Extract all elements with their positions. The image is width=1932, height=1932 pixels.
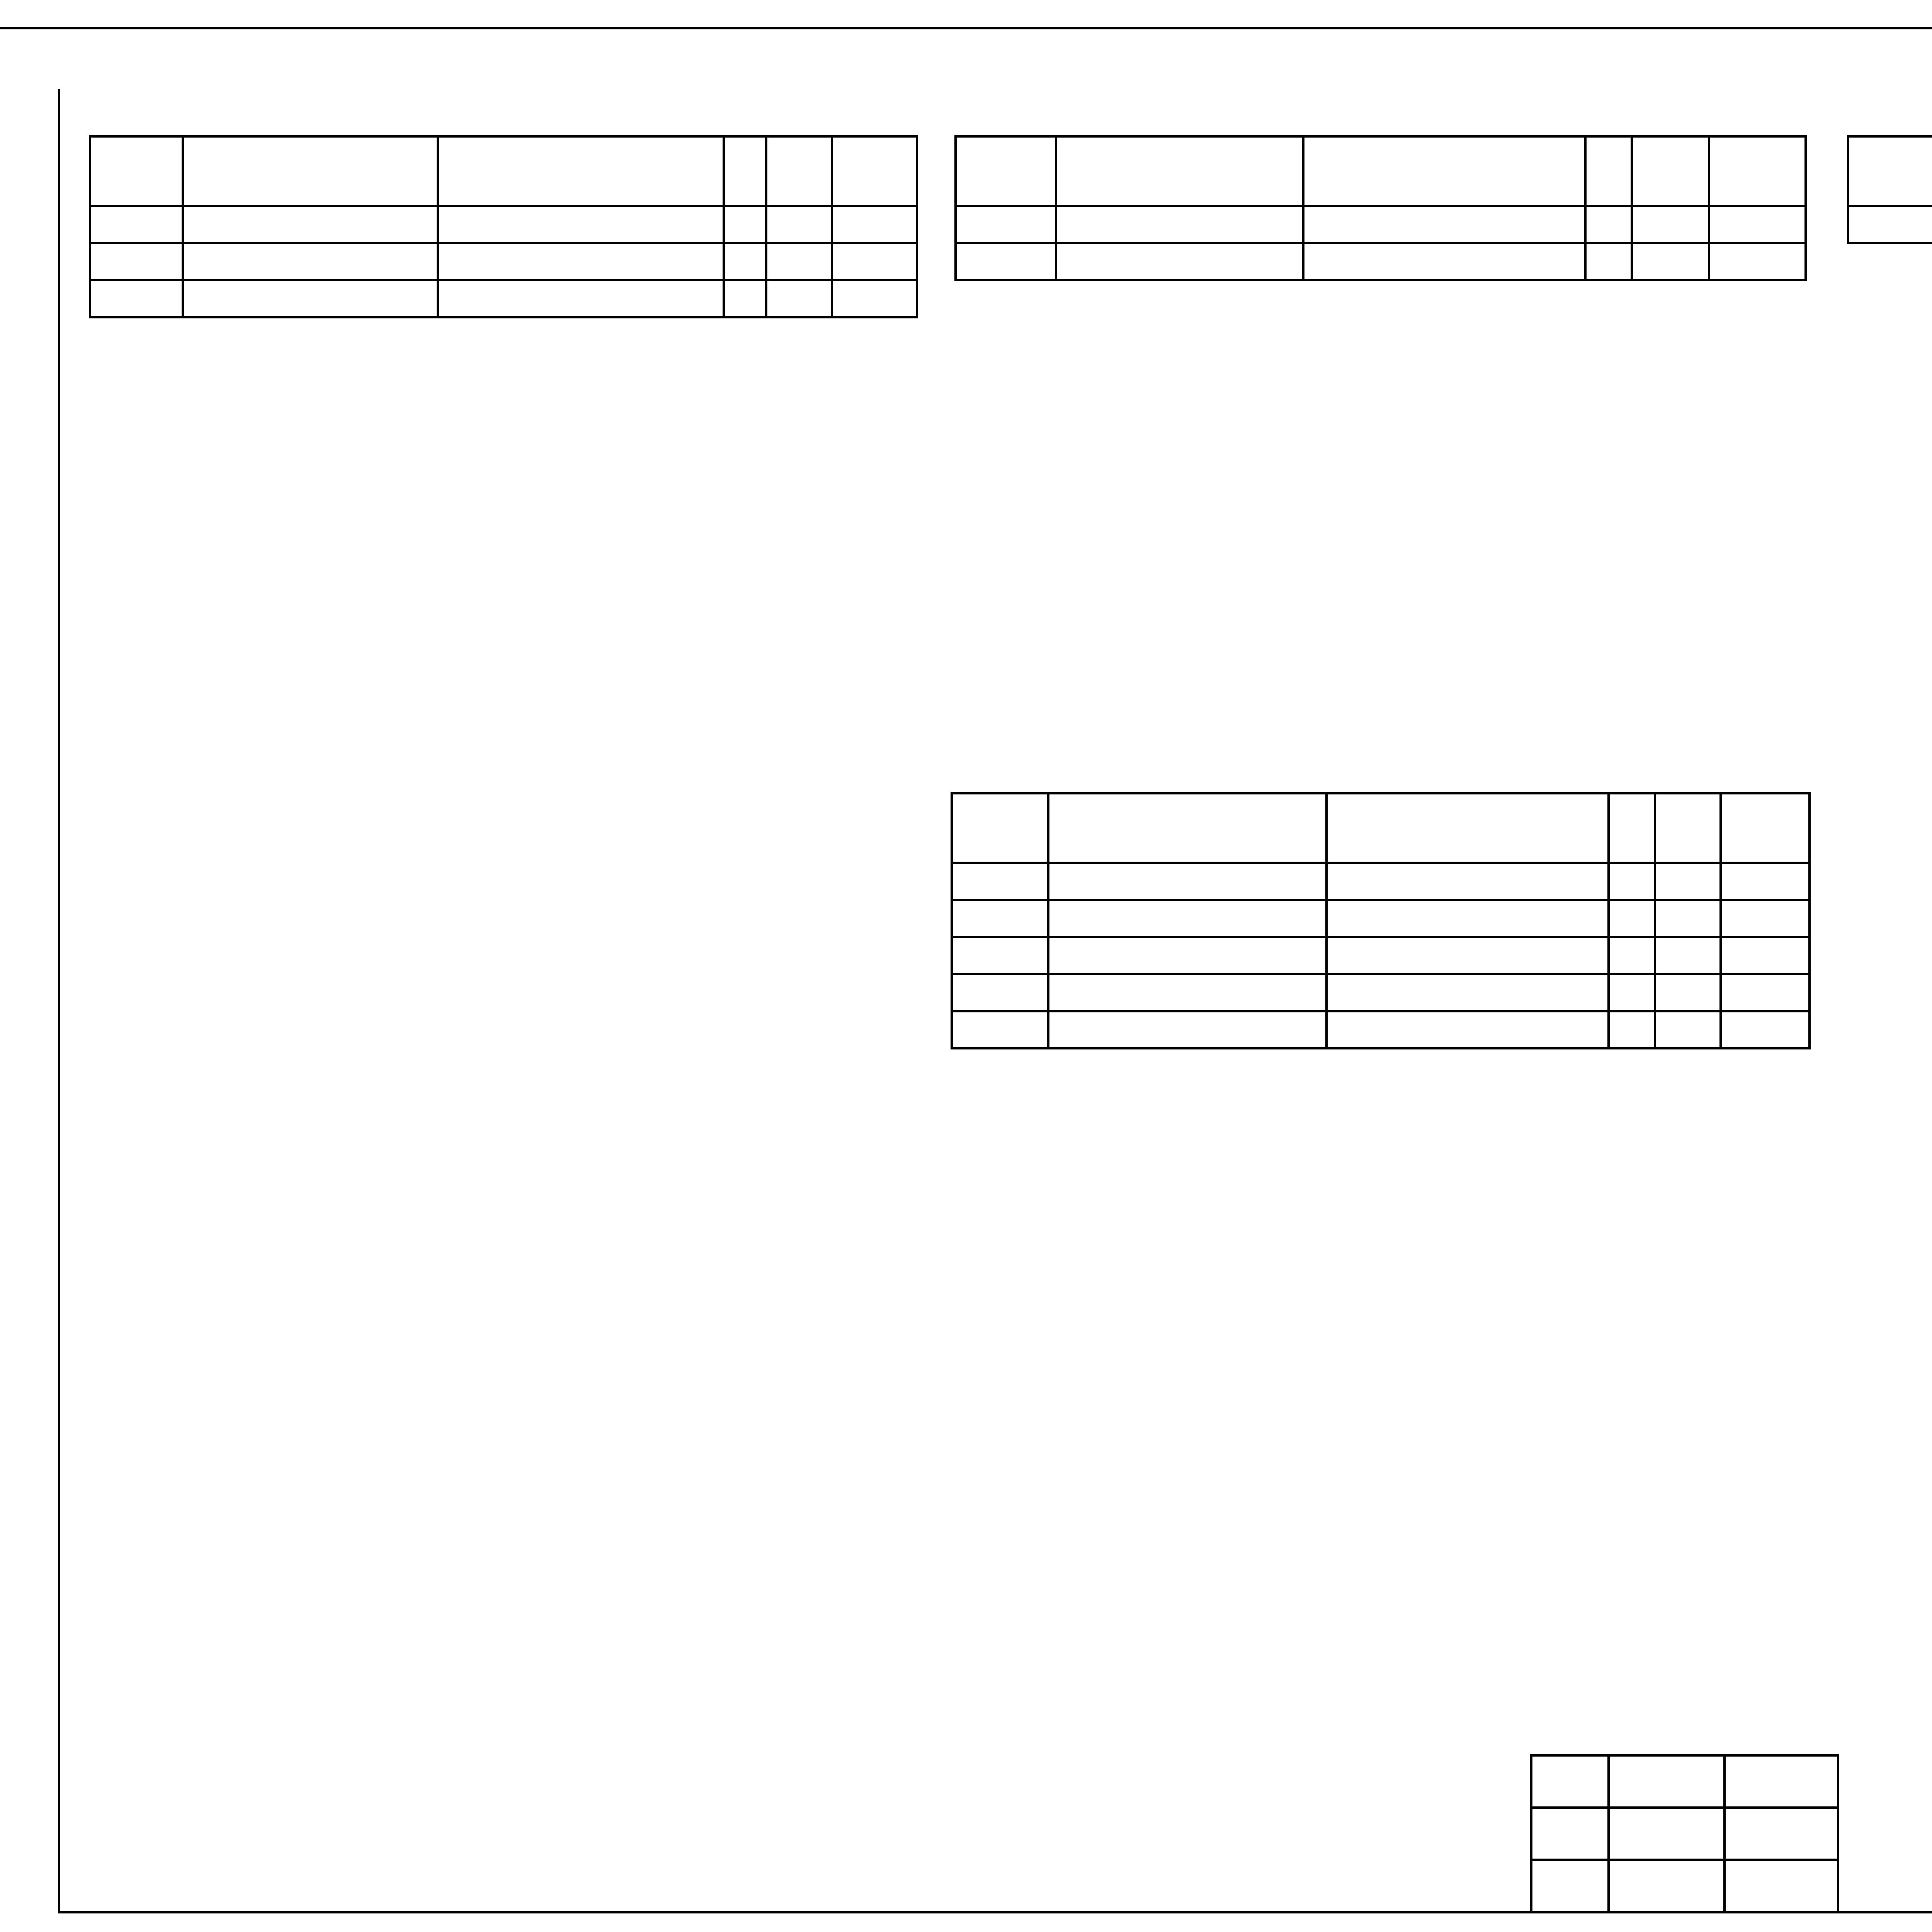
hdr-note <box>1709 136 1806 206</box>
hdr-note <box>832 136 917 206</box>
hdr-designation <box>183 136 438 206</box>
stamp-empty-grid <box>1530 1754 1839 1913</box>
hdr-name <box>438 136 724 206</box>
hdr-mass <box>1632 136 1709 206</box>
hdr-qty <box>724 136 766 206</box>
group-title <box>1327 937 1609 974</box>
material-qty <box>1609 974 1655 1011</box>
hdr-mark <box>1848 136 1932 206</box>
frame-left-line <box>58 89 60 1913</box>
group-title <box>438 280 724 317</box>
hdr-designation <box>1056 136 1303 206</box>
hdr-name <box>1327 793 1609 863</box>
material-name <box>1327 974 1609 1011</box>
roof-spec-table <box>89 135 918 318</box>
right-spec-table <box>1847 135 1932 244</box>
group-title <box>438 243 724 280</box>
grid-line <box>1530 1806 1839 1809</box>
hdr-designation <box>1048 793 1327 863</box>
hdr-mark <box>956 136 1056 206</box>
hdr-mass <box>766 136 832 206</box>
hdr-name <box>1303 136 1585 206</box>
group-title <box>1327 863 1609 900</box>
monolith-spec-table <box>951 792 1811 1049</box>
group-title <box>1303 243 1585 280</box>
grid-line <box>1607 1754 1610 1913</box>
hdr-note <box>1721 793 1810 863</box>
hdr-qty <box>1609 793 1655 863</box>
hdr-mark <box>952 793 1048 863</box>
hdr-mass <box>1655 793 1721 863</box>
floor-spec-table <box>954 135 1807 281</box>
hdr-mark <box>90 136 183 206</box>
grid-line <box>1530 1859 1839 1861</box>
top-border <box>0 27 1932 29</box>
grid-line <box>1723 1754 1726 1913</box>
hdr-qty <box>1585 136 1632 206</box>
